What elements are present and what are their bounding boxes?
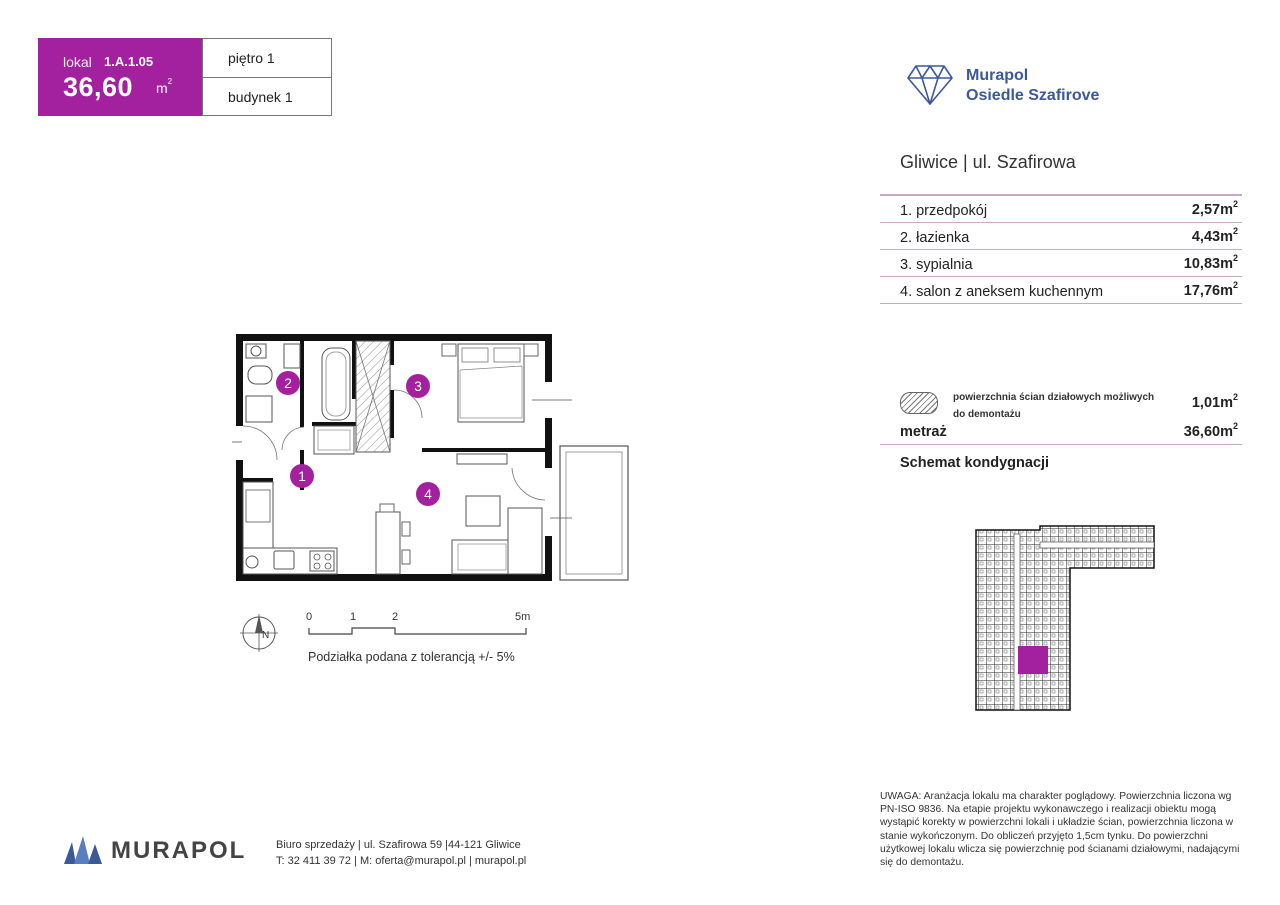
office-contact: T: 32 411 39 72 | M: oferta@murapol.pl | murapol.pl (276, 855, 527, 867)
scale-label-1: 1 (350, 611, 357, 623)
room-area: $2,57m^2$ (1191, 199, 1238, 218)
murapol-logo-icon (64, 836, 102, 869)
compass-icon (240, 614, 278, 652)
lokal-label: lokal (63, 54, 92, 70)
lokal-id: 1.A.1.05 (104, 54, 154, 69)
scale-label-5m: 5m (515, 611, 531, 623)
room-number-badge (290, 464, 314, 488)
sales-office-info (276, 837, 526, 869)
building-key-plan (970, 520, 1160, 720)
room-name: 4. salon z aneksem kuchennym (900, 284, 1104, 300)
brand-name (966, 66, 1099, 106)
room-row (880, 223, 1242, 250)
brand-line-1: Murapol (966, 67, 1029, 84)
room-row (880, 250, 1242, 277)
room-name: 1. przedpokój (900, 203, 988, 219)
diamond-logo-icon (906, 60, 954, 113)
tolerance-note: Podziałka podana z tolerancją +/- 5% (308, 650, 515, 664)
removable-walls-label: powierzchnia ścian działowych możliwych do demontażu (953, 392, 1155, 420)
unit-area: 36,60 (63, 72, 134, 102)
murapol-wordmark: MURAPOL (111, 837, 247, 864)
room-number-1: 1 (298, 468, 306, 484)
removable-walls-value: $1,01m^2$ (1191, 392, 1238, 411)
room-number-badge (406, 374, 430, 398)
room-number-badge (416, 482, 440, 506)
room-row (880, 277, 1242, 304)
building-label: budynek 1 (228, 89, 293, 105)
room-number-4: 4 (424, 486, 432, 502)
unit-badge (38, 38, 203, 116)
floor-label: piętro 1 (203, 39, 331, 78)
room-row (880, 196, 1242, 223)
area-unit: $m^2$ (156, 77, 173, 96)
total-area-row (880, 421, 1242, 445)
total-area-label: metraż (900, 424, 947, 440)
room-number-3: 3 (414, 378, 422, 394)
total-area-value: $36,60m^2$ (1183, 421, 1238, 440)
office-address: Biuro sprzedaży | ul. Szafirowa 59 |44-121 Gliwice (276, 839, 521, 851)
room-name: 3. sypialnia (900, 257, 973, 273)
floor-plan (232, 330, 642, 595)
scale-label-0: 0 (306, 611, 313, 623)
compass-north-label: N (262, 630, 270, 641)
location-title: Gliwice | ul. Szafirowa (900, 152, 1076, 172)
room-number-badge (276, 371, 300, 395)
brand-line-2: Osiedle Szafirove (966, 87, 1100, 104)
rooms-table (880, 194, 1242, 304)
room-name: 2. łazienka (900, 230, 970, 246)
room-area: $17,76m^2$ (1183, 280, 1238, 299)
disclaimer-notice: UWAGA: Aranżacja lokalu ma charakter poglądowy. Powierzchnia liczona wg PN-ISO 9836. Na etapie projektu wykonawczego i realizacji obiektu mogą wystąpić korekty w powierzchni lokali i układzie ścian, powierzchnia liczona w stanie wykończonym. Do obliczeń przyjęto 1,5cm tynku. Do powierzchni użytkowej lokalu wlicza się powierzchnię pod ścianami działowymi, nadającymi się do demontażu. (880, 791, 1240, 869)
hatch-pattern-icon (900, 392, 938, 414)
room-area: $10,83m^2$ (1183, 253, 1238, 272)
unit-info-box (202, 38, 332, 116)
room-area: $4,43m^2$ (1191, 226, 1238, 245)
floor-scheme-title: Schemat kondygnacji (900, 455, 1050, 471)
room-number-2: 2 (284, 375, 292, 391)
scale-label-2: 2 (392, 611, 399, 623)
